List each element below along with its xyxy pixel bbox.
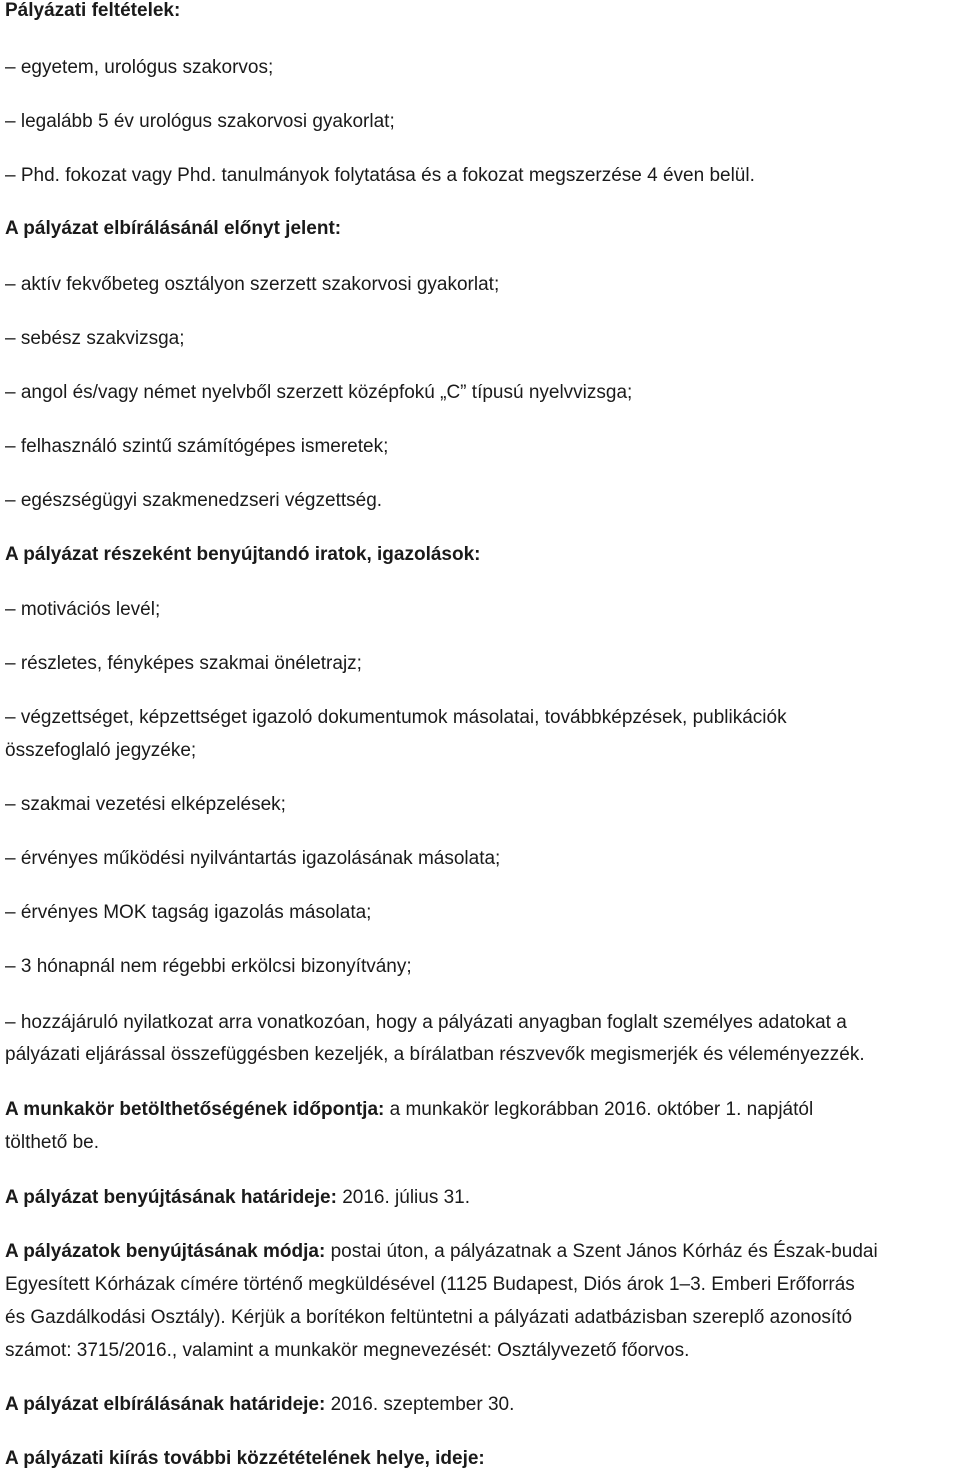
evaluation-label: A pályázat elbírálásának határideje: xyxy=(5,1394,326,1415)
documents-item-continuation: összefoglaló jegyzéke; xyxy=(5,740,197,761)
advantages-item: – sebész szakvizsga; xyxy=(5,328,185,349)
documents-item-continuation: pályázati eljárással összefüggésben kezeljék, a bírálatban részvevők megismerjék és véleményezzék. xyxy=(5,1044,865,1065)
advantages-item: – angol és/vagy német nyelvből szerzett középfokú „C” típusú nyelvvizsga; xyxy=(5,382,633,403)
evaluation-text: 2016. szeptember 30. xyxy=(325,1394,515,1415)
start-date-continuation: tölthető be. xyxy=(5,1132,100,1153)
start-date-label: A munkakör betölthetőségének időpontja: xyxy=(5,1099,385,1120)
method-label: A pályázatok benyújtásának módja: xyxy=(5,1241,326,1262)
publication-heading: A pályázati kiírás további közzétételének helye, ideje: xyxy=(5,1448,485,1469)
documents-item: – 3 hónapnál nem régebbi erkölcsi bizonyítvány; xyxy=(5,956,412,977)
documents-item: – részletes, fényképes szakmai önéletrajz; xyxy=(5,653,362,674)
method-line-2: Egyesített Kórházak címére történő megküldésével (1125 Budapest, Diós árok 1–3. Emberi Erőforrás xyxy=(5,1274,855,1295)
evaluation-line xyxy=(5,1388,956,1421)
advantages-item: – egészségügyi szakmenedzseri végzettség. xyxy=(5,490,383,511)
start-date-text: a munkakör legkorábban 2016. október 1. napjától xyxy=(384,1099,814,1120)
conditions-item: – egyetem, urológus szakorvos; xyxy=(5,57,274,78)
conditions-heading: Pályázati feltételek: xyxy=(5,0,181,21)
deadline-line xyxy=(5,1181,956,1214)
advantages-item: – felhasználó szintű számítógépes ismeretek; xyxy=(5,436,389,457)
advantages-heading: A pályázat elbírálásánál előnyt jelent: xyxy=(5,218,342,239)
conditions-item: – Phd. fokozat vagy Phd. tanulmányok folytatása és a fokozat megszerzése 4 éven belül. xyxy=(5,165,755,186)
documents-item: – szakmai vezetési elképzelések; xyxy=(5,794,286,815)
method-line-3: és Gazdálkodási Osztály). Kérjük a borítékon feltüntetni a pályázati adatbázisban szereplő azonosító xyxy=(5,1307,853,1328)
method-line-4: számot: 3715/2016., valamint a munkakör megnevezését: Osztályvezető főorvos. xyxy=(5,1340,690,1361)
documents-item: – motivációs levél; xyxy=(5,599,161,620)
documents-item: – érvényes MOK tagság igazolás másolata; xyxy=(5,902,372,923)
method-line xyxy=(5,1235,956,1268)
advantages-item: – aktív fekvőbeteg osztályon szerzett szakorvosi gyakorlat; xyxy=(5,274,500,295)
start-date-line xyxy=(5,1093,956,1126)
deadline-text: 2016. július 31. xyxy=(336,1187,471,1208)
conditions-item: – legalább 5 év urológus szakorvosi gyakorlat; xyxy=(5,111,395,132)
documents-heading: A pályázat részeként benyújtandó iratok, igazolások: xyxy=(5,544,481,565)
deadline-label: A pályázat benyújtásának határideje: xyxy=(5,1187,337,1208)
documents-item: – hozzájáruló nyilatkozat arra vonatkozóan, hogy a pályázati anyagban foglalt személyes adatokat a xyxy=(5,1012,847,1033)
documents-item: – végzettséget, képzettséget igazoló dokumentumok másolatai, továbbképzések, publikációk xyxy=(5,707,787,728)
documents-item: – érvényes működési nyilvántartás igazolásának másolata; xyxy=(5,848,501,869)
method-text: postai úton, a pályázatnak a Szent János Kórház és Észak-budai xyxy=(325,1241,878,1262)
